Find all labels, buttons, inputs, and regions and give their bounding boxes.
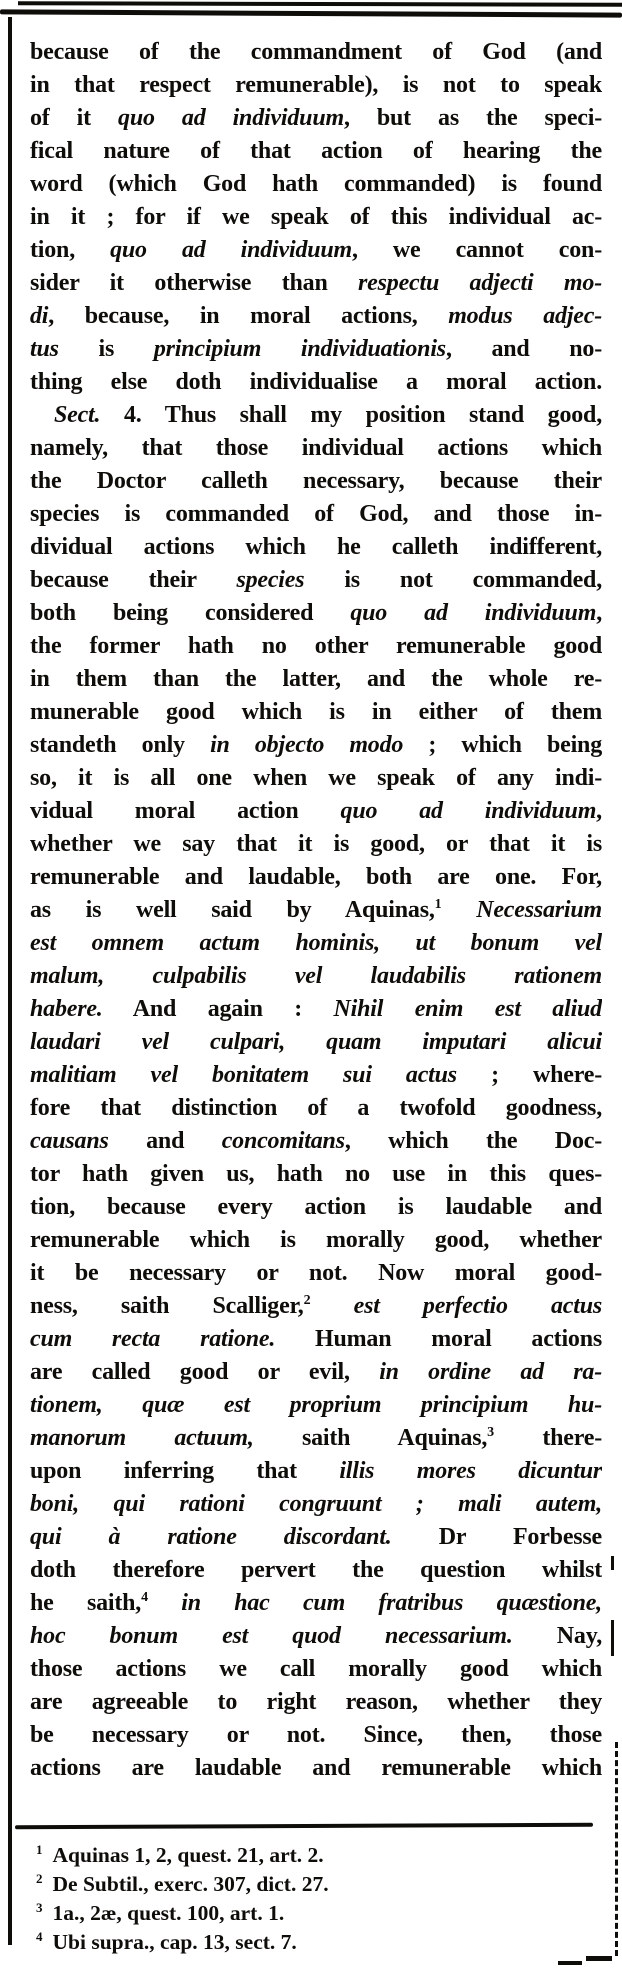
latin-italic-text: cum recta ratione.	[30, 1326, 276, 1352]
body-text: be necessary or not. Since, then, those	[30, 1722, 602, 1748]
latin-italic-text: tionem, quæ est proprium principium hu-	[30, 1392, 602, 1418]
text-line	[30, 1092, 602, 1125]
text-line	[30, 1686, 602, 1719]
text-line	[30, 1488, 602, 1521]
text-line	[30, 201, 602, 234]
latin-italic-text: illis mores dicuntur	[339, 1458, 602, 1484]
text-line	[30, 69, 602, 102]
text-line	[30, 333, 602, 366]
body-text: the former hath no other remunerable good	[30, 633, 602, 659]
latin-italic-text: boni, qui rationi congruunt ; mali autem,	[30, 1491, 602, 1517]
body-text: ,	[596, 798, 602, 824]
latin-italic-text: respectu adjecti mo-	[358, 270, 602, 296]
text-line	[30, 366, 602, 399]
text-line	[30, 267, 602, 300]
text-line	[30, 1125, 602, 1158]
text-line	[30, 1191, 602, 1224]
body-text: doth therefore pervert the question whilst	[30, 1557, 602, 1583]
footnotes-block	[36, 1841, 602, 1957]
body-text: vidual moral action	[30, 798, 341, 824]
body-text: tor hath given us, hath no use in this ques-	[30, 1161, 602, 1187]
footnote-reference: 2	[303, 1293, 311, 1308]
text-line	[30, 135, 602, 168]
text-line	[30, 1257, 602, 1290]
body-text: standeth only	[30, 732, 211, 758]
body-text: ; which being	[403, 732, 602, 758]
body-text: those actions we call morally good which	[30, 1656, 602, 1682]
body-text: ,	[596, 600, 602, 626]
body-text: thing else doth individualise a moral action.	[30, 369, 602, 395]
body-text: Nay,	[512, 1623, 602, 1649]
text-line	[30, 960, 602, 993]
footnote-line	[36, 1899, 602, 1928]
text-line	[30, 531, 602, 564]
body-text: Human moral actions	[275, 1326, 602, 1352]
body-text: the Doctor calleth necessary, because their	[30, 468, 602, 494]
text-line	[30, 762, 602, 795]
text-line	[30, 1059, 602, 1092]
body-text: remunerable and laudable, both are one. For,	[30, 864, 602, 890]
body-text: dividual actions which he calleth indifferent,	[30, 534, 602, 560]
latin-italic-text: hoc bonum est quod necessarium.	[30, 1623, 513, 1649]
body-text: 4. Thus shall my position stand good,	[100, 402, 602, 428]
latin-italic-text: species	[236, 567, 305, 593]
latin-italic-text: quo ad individuum	[110, 237, 353, 263]
body-text: tion,	[30, 237, 111, 263]
body-text: namely, that those individual actions which	[30, 435, 602, 461]
text-line	[30, 861, 602, 894]
footnote-reference: 4	[141, 1590, 148, 1605]
text-line	[30, 1356, 602, 1389]
body-text-column	[30, 36, 602, 1785]
latin-italic-text: modus adjec-	[448, 303, 602, 329]
text-line	[30, 597, 602, 630]
text-line	[30, 1224, 602, 1257]
body-text: fical nature of that action of hearing the	[30, 138, 602, 164]
body-text: , because, in moral actions,	[48, 303, 449, 329]
text-line	[30, 828, 602, 861]
body-text: , which the Doc-	[344, 1128, 602, 1154]
body-text: because of the commandment of God (and	[30, 39, 602, 65]
body-text: there-	[493, 1425, 602, 1451]
footnote-text: 1a., 2æ, quest. 100, art. 1.	[52, 1901, 285, 1925]
body-text: and	[108, 1128, 222, 1154]
latin-italic-text: est omnem actum hominis, ut bonum vel	[30, 930, 602, 956]
text-line	[30, 1587, 602, 1620]
text-line	[30, 36, 602, 69]
body-text: tion, because every action is laudable and	[30, 1194, 602, 1220]
text-line	[30, 795, 602, 828]
body-text	[148, 1590, 181, 1616]
text-line	[30, 300, 602, 333]
text-line	[30, 1455, 602, 1488]
latin-italic-text: Sect.	[54, 402, 101, 428]
body-text: And again :	[102, 996, 334, 1022]
body-text: is not commanded,	[304, 567, 602, 593]
latin-italic-text: Necessarium	[476, 897, 602, 923]
right-edge-mark	[611, 1620, 614, 1656]
body-text: fore that distinction of a twofold goodness,	[30, 1095, 602, 1121]
text-line	[30, 1422, 602, 1455]
latin-italic-text: laudari vel culpari, quam imputari alicui	[30, 1029, 602, 1055]
body-text: Dr Forbesse	[391, 1524, 602, 1550]
body-text: remunerable which is morally good, whether	[30, 1227, 602, 1253]
body-text: in it ; for if we speak of this individual ac-	[30, 204, 602, 230]
text-line	[30, 927, 602, 960]
latin-italic-text: in objecto modo	[210, 732, 404, 758]
latin-italic-text: Nihil enim est aliud	[333, 996, 602, 1022]
text-line	[30, 168, 602, 201]
footnote-number: 1	[36, 1841, 43, 1857]
body-text: so, it is all one when we speak of any indi-	[30, 765, 602, 791]
latin-italic-text: qui à ratione discordant.	[30, 1524, 392, 1550]
text-line	[30, 102, 602, 135]
text-line	[30, 630, 602, 663]
body-text: as is well said by Aquinas,	[30, 897, 435, 923]
body-text: ness, saith Scalliger,	[30, 1293, 304, 1319]
text-line	[30, 1323, 602, 1356]
text-line	[30, 432, 602, 465]
body-text: saith Aquinas,	[253, 1425, 488, 1451]
page-top-edge-line	[18, 1, 622, 7]
text-line	[30, 465, 602, 498]
latin-italic-text: manorum actuum,	[30, 1425, 254, 1451]
body-text: upon inferring that	[30, 1458, 340, 1484]
latin-italic-text: habere.	[30, 996, 103, 1022]
latin-italic-text: quo ad individuum	[340, 798, 597, 824]
body-text: word (which God hath commanded) is found	[30, 171, 602, 197]
text-line	[30, 564, 602, 597]
bottom-edge-mark	[558, 1961, 582, 1965]
body-text: in that respect remunerable), is not to speak	[30, 72, 602, 98]
latin-italic-text: di	[30, 303, 49, 329]
footnote-text: Ubi supra., cap. 13, sect. 7.	[52, 1930, 297, 1954]
text-line	[30, 696, 602, 729]
text-line	[30, 399, 602, 432]
body-text: of it	[30, 105, 119, 131]
text-line	[30, 234, 602, 267]
right-edge-mark	[611, 1556, 614, 1570]
body-text: , and no-	[445, 336, 602, 362]
footnote-text: De Subtil., exerc. 307, dict. 27.	[52, 1872, 329, 1896]
text-line	[30, 1521, 602, 1554]
body-text: species is commanded of God, and those in-	[30, 501, 602, 527]
text-line	[30, 663, 602, 696]
body-text: he saith,	[30, 1590, 142, 1616]
footnote-number: 2	[36, 1870, 43, 1886]
body-text: are agreeable to right reason, whether they	[30, 1689, 602, 1715]
body-text: ; where-	[456, 1062, 602, 1088]
text-line	[30, 993, 602, 1026]
body-text: it be necessary or not. Now moral good-	[30, 1260, 602, 1286]
text-line	[30, 498, 602, 531]
body-text: in them than the latter, and the whole re-	[30, 666, 602, 692]
body-text: are called good or evil,	[30, 1359, 380, 1385]
body-text: whether we say that it is good, or that it is	[30, 831, 602, 857]
latin-italic-text: quo ad individuum	[350, 600, 597, 626]
latin-italic-text: est perfectio actus	[353, 1293, 602, 1319]
top-border-rule	[0, 9, 622, 17]
text-line	[30, 1620, 602, 1653]
footnote-number: 3	[36, 1899, 43, 1915]
text-line	[30, 1752, 602, 1785]
footnote-text: Aquinas 1, 2, quest. 21, art. 2.	[52, 1843, 324, 1867]
latin-italic-text: malum, culpabilis vel laudabilis rationem	[30, 963, 602, 989]
footnote-line	[36, 1841, 602, 1870]
body-text	[310, 1293, 353, 1319]
text-line	[30, 1389, 602, 1422]
text-line	[30, 894, 602, 927]
body-text: actions are laudable and remunerable which	[30, 1755, 602, 1781]
footnote-reference: 1	[434, 897, 442, 912]
latin-italic-text: tus	[30, 336, 59, 362]
body-text: because their	[30, 567, 237, 593]
text-line	[30, 1026, 602, 1059]
body-text: sider it otherwise than	[30, 270, 359, 296]
body-text: , we cannot con-	[352, 237, 602, 263]
footnote-separator-rule	[15, 1823, 593, 1830]
text-line	[30, 1719, 602, 1752]
body-text: both being considered	[30, 600, 351, 626]
latin-italic-text: principium individuationis	[153, 336, 446, 362]
latin-italic-text: malitiam vel bonitatem sui actus	[30, 1062, 457, 1088]
latin-italic-text: causans	[30, 1128, 109, 1154]
footnote-reference: 3	[487, 1425, 494, 1440]
left-border-rule	[8, 17, 12, 1945]
body-text	[441, 897, 476, 923]
latin-italic-text: concomitans	[221, 1128, 345, 1154]
text-line	[30, 729, 602, 762]
latin-italic-text: quo ad individuum	[118, 105, 344, 131]
footnote-number: 4	[36, 1928, 43, 1944]
text-line	[30, 1290, 602, 1323]
text-line	[30, 1158, 602, 1191]
body-text: , but as the speci-	[343, 105, 602, 131]
text-line	[30, 1653, 602, 1686]
latin-italic-text: in hac cum fratribus quæstione,	[181, 1590, 602, 1616]
body-text: is	[58, 336, 154, 362]
footnote-line	[36, 1870, 602, 1899]
latin-italic-text: in ordine ad ra-	[379, 1359, 602, 1385]
body-text: munerable good which is in either of them	[30, 699, 602, 725]
right-edge-dashed-line	[615, 1742, 618, 1956]
footnote-line	[36, 1928, 602, 1957]
text-line	[30, 1554, 602, 1587]
